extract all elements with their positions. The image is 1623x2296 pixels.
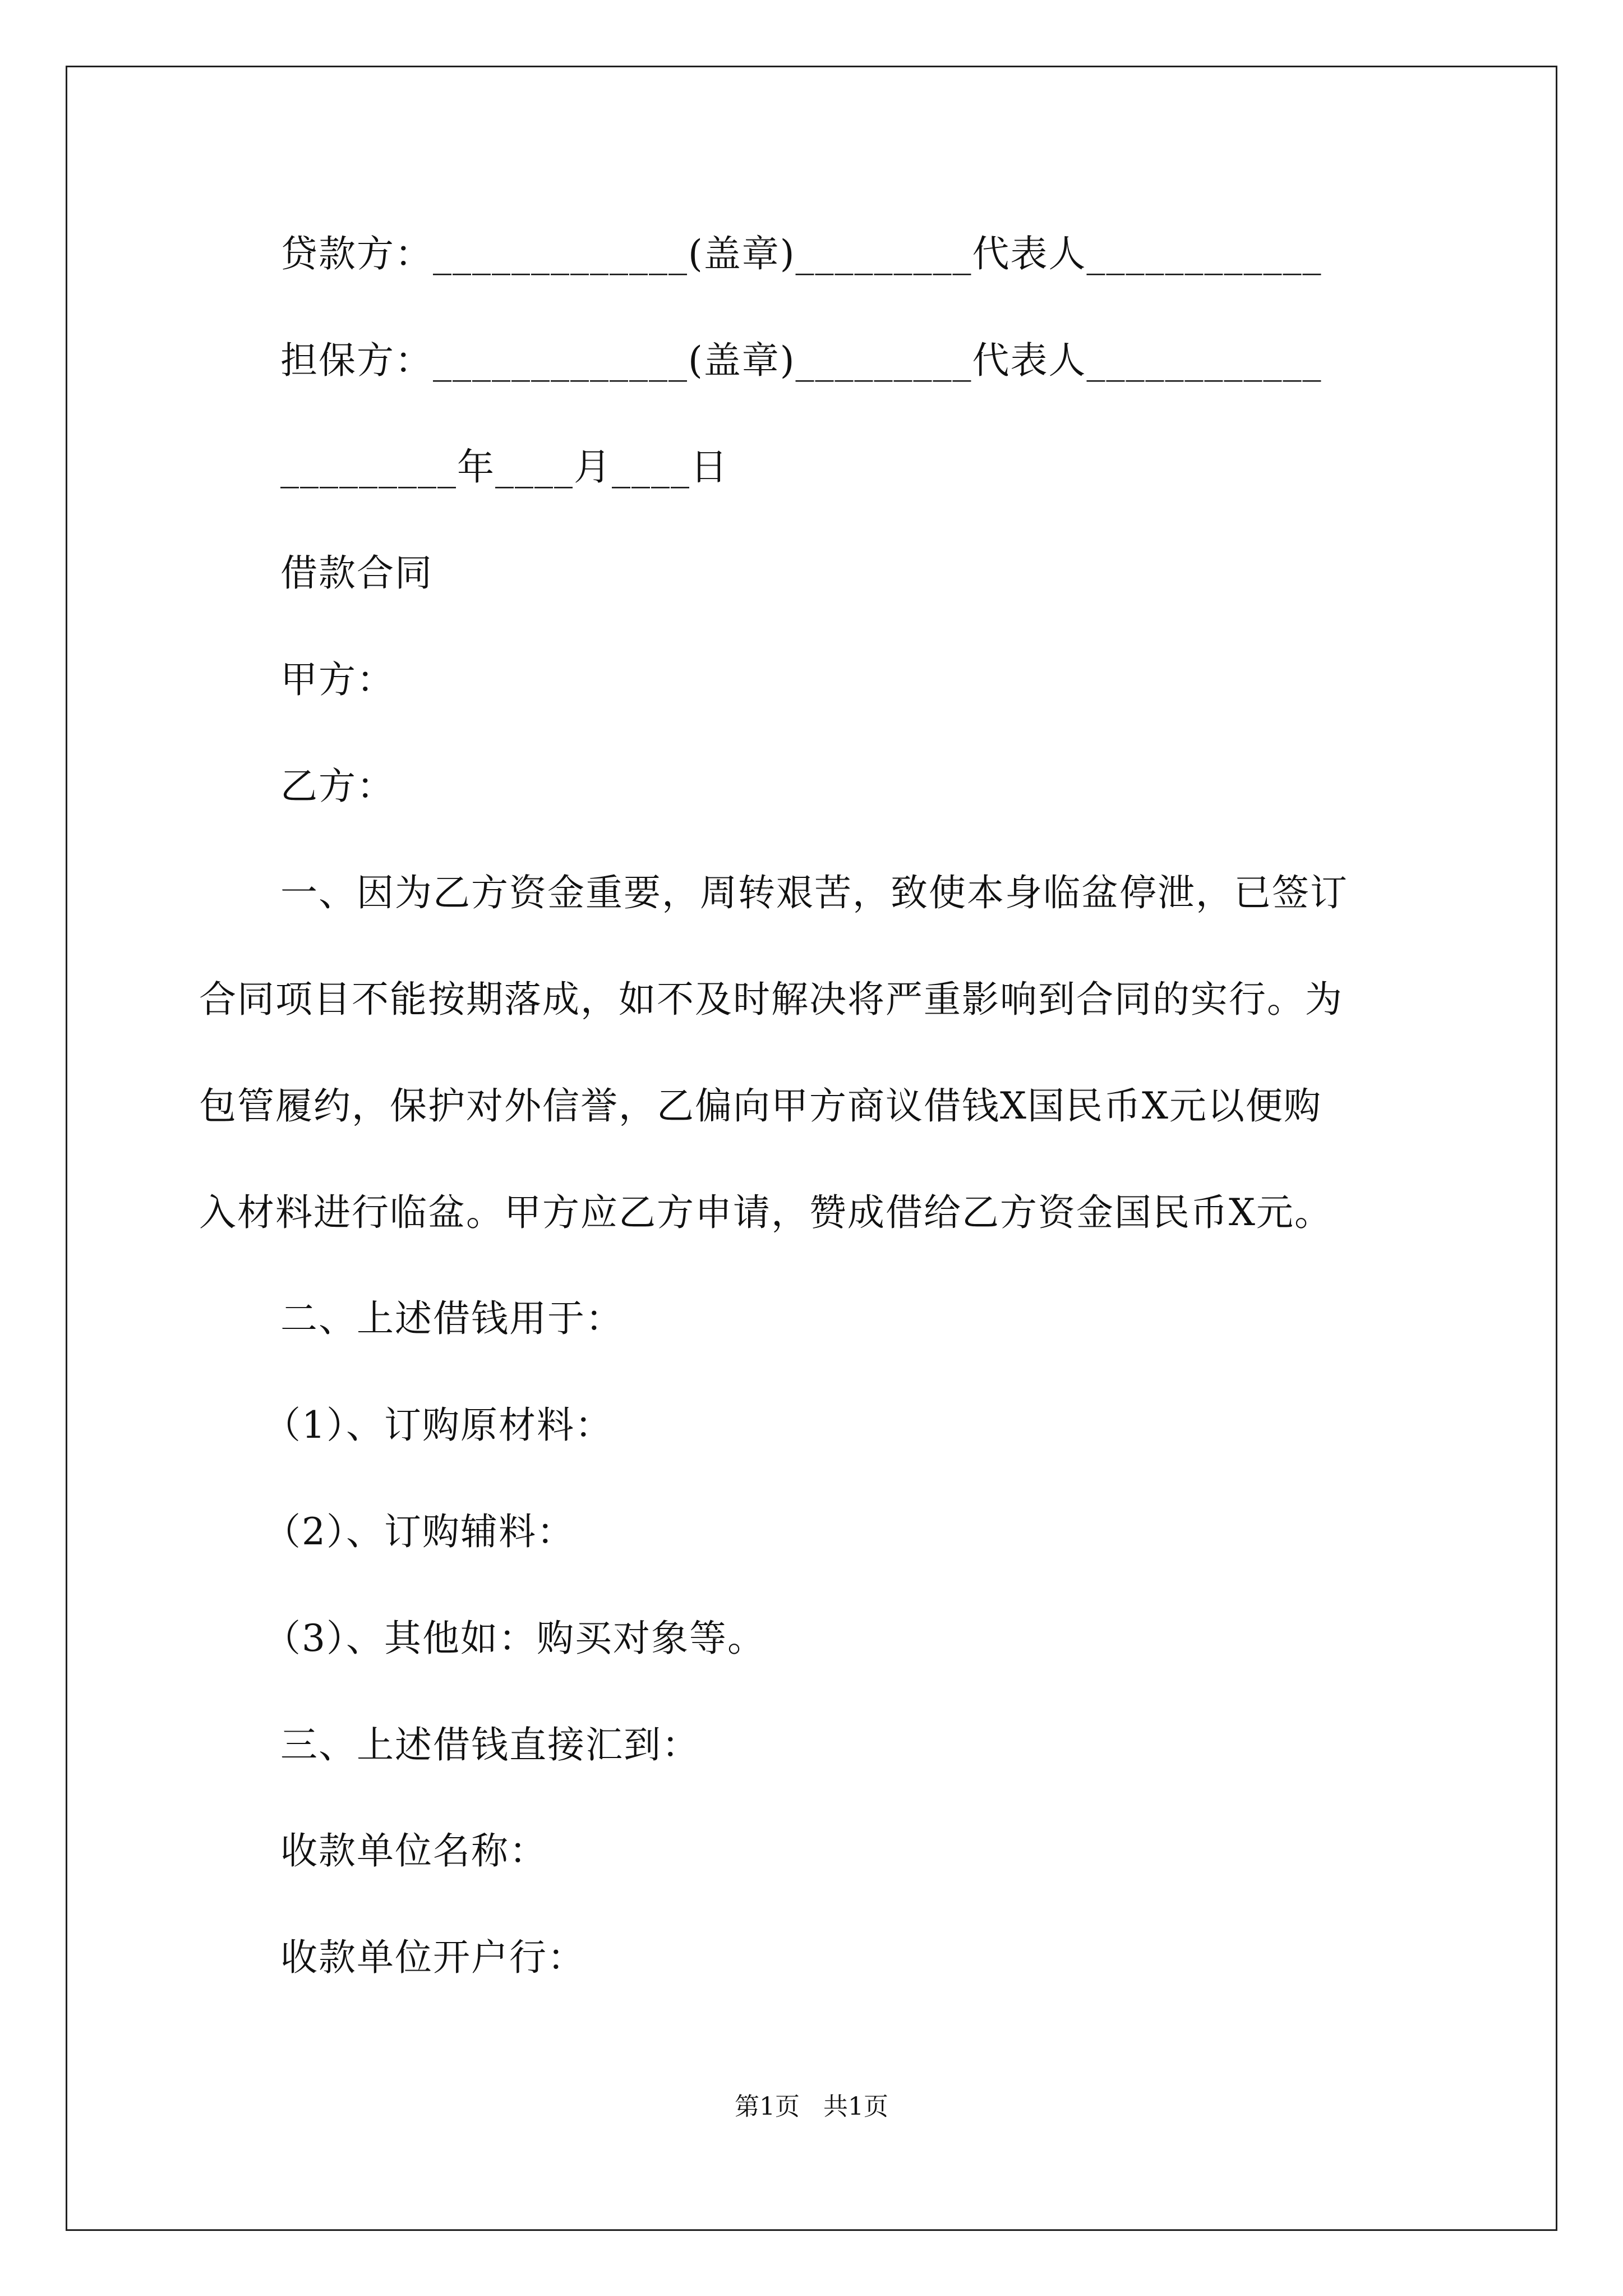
- party-b-label: 乙方：: [280, 765, 395, 808]
- contract-title: 借款合同: [280, 551, 433, 595]
- clause1-line4: 入材料进行临盆。甲方应乙方申请，赞成借给乙方资金国民币X元。: [199, 1191, 1332, 1234]
- payee-bank-label: 收款单位开户行：: [280, 1936, 585, 1979]
- clause3-heading: 三、上述借钱直接汇到：: [280, 1723, 700, 1766]
- clause2-item-1: （1）、订购原材料：: [264, 1404, 613, 1447]
- clause2-item-3: （3）、其他如：购买对象等。: [264, 1617, 766, 1660]
- clause1-line1: 一、因为乙方资金重要，周转艰苦，致使本身临盆停泄，已签订: [280, 871, 1348, 914]
- clause1-line2: 合同项目不能按期落成，如不及时解决将严重影响到合同的实行。为: [199, 978, 1343, 1021]
- clause1-line3: 包管履约，保护对外信誉，乙偏向甲方商议借钱X国民币X元以便购: [199, 1084, 1322, 1128]
- party-a-label: 甲方：: [280, 658, 395, 701]
- page-number: 第1页 共1页: [735, 2092, 888, 2121]
- clause2-item-2: （2）、订购辅料：: [264, 1510, 575, 1553]
- date-line: _________年____月____日: [280, 445, 728, 489]
- clause2-heading: 二、上述借钱用于：: [280, 1297, 624, 1340]
- payee-name-label: 收款单位名称：: [280, 1829, 547, 1872]
- guarantor-signature-line: 担保方：_____________(盖章)_________代表人____________: [280, 339, 1322, 382]
- page-border: [66, 66, 1557, 2231]
- lender-signature-line: 贷款方：_____________(盖章)_________代表人____________: [280, 232, 1322, 275]
